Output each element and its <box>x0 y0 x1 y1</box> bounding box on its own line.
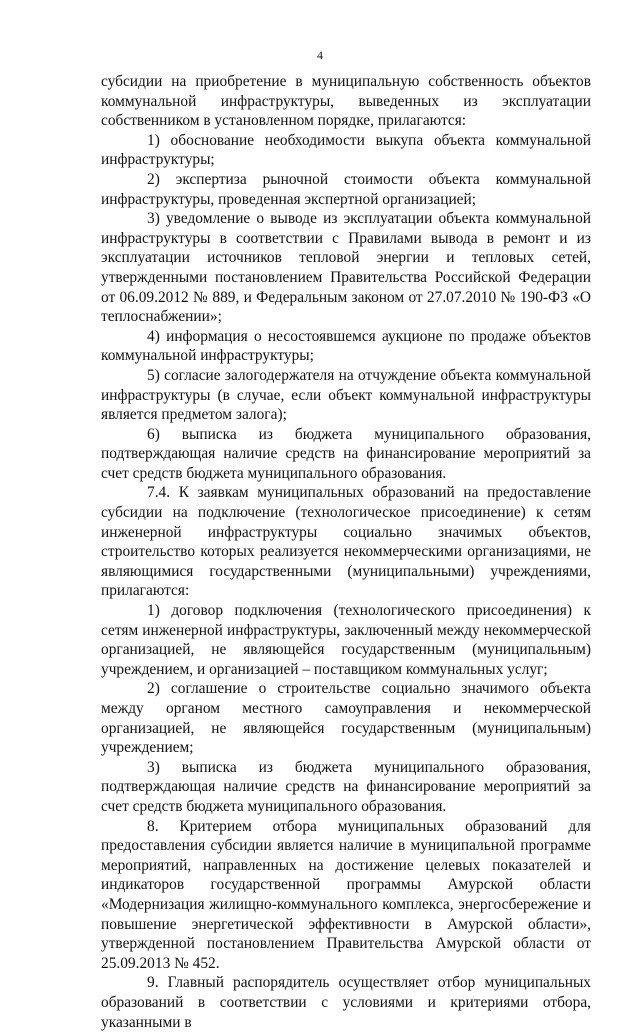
paragraph-item-5: 5) согласие залогодержателя на отчуждение объекта коммунальной инфраструктуры (в случае, если объект коммунальной инфраструктуры является предметом залога); <box>101 366 591 424</box>
paragraph-item-6: 6) выписка из бюджета муниципального образования, подтверждающая наличие средств на финансирование мероприятий за счет средств бюджета муниципального образования. <box>101 425 591 482</box>
paragraph-7-4-item-2: 2) соглашение о строительстве социально значимого объекта между органом местного самоуправления и некоммерческой организацией, не являющейся государственным (муниципальным) учреждением; <box>101 680 591 757</box>
paragraph-7-4-item-3: 3) выписка из бюджета муниципального образования, подтверждающая наличие средств на финансирование мероприятий за счет средств бюджета муниципального образования. <box>101 758 591 815</box>
document-body <box>101 72 591 1032</box>
paragraph-item-2: 2) экспертиза рыночной стоимости объекта коммунальной инфраструктуры, проведенная экспертной организацией; <box>101 170 591 208</box>
paragraph-item-1: 1) обоснование необходимости выкупа объекта коммунальной инфраструктуры; <box>101 131 591 169</box>
paragraph-item-3: 3) уведомление о выводе из эксплуатации объекта коммунальной инфраструктуры в соответствии с Правилами вывода в ремонт и из эксплуатации источников тепловой энергии и тепловых сетей, утвержденными постановлением Правительства Российской Федерации от 06.09.2012 № 889, и Федеральным законом от 27.07.2010 № 190-ФЗ «О теплоснабжении»; <box>101 210 591 326</box>
paragraph-item-4: 4) информация о несостоявшемся аукционе по продаже объектов коммунальной инфраструктуры; <box>101 327 591 365</box>
paragraph-section-7-4: 7.4. К заявкам муниципальных образований на предоставление субсидии на подключение (технологическое присоединение) к сетям инженерной инфраструктуры социально значимых объектов, строительство которых реализуется некоммерческими организациями, не являющимися государственными (муниципальными) учреждениями, прилагаются: <box>101 484 591 600</box>
paragraph-section-8: 8. Критерием отбора муниципальных образований для предоставления субсидии является наличие в муниципальной программе мероприятий, направленных на достижение целевых показателей и индикаторов государственной программы Амурской области «Модернизация жилищно-коммунального комплекса, энергосбережение и повышение энергетической эффективности в Амурской области», утвержденной постановлением Правительства Амурской области от 25.09.2013 № 452. <box>101 817 591 972</box>
paragraph-section-9: 9. Главный распорядитель осуществляет отбор муниципальных образований в соответствии с условиями и критериями отбора, указанными в <box>101 974 591 1031</box>
page-number: 4 <box>317 48 323 62</box>
paragraph-intro: субсидии на приобретение в муниципальную собственность объектов коммунальной инфраструктуры, выведенных из эксплуатации собственником в установленном порядке, прилагаются: <box>101 73 591 130</box>
paragraph-7-4-item-1: 1) договор подключения (технологического присоединения) к сетям инженерной инфраструктуры, заключенный между некоммерческой организацией, не являющейся государственным (муниципальным) учреждением, и организацией – поставщиком коммунальных услуг; <box>101 602 591 678</box>
